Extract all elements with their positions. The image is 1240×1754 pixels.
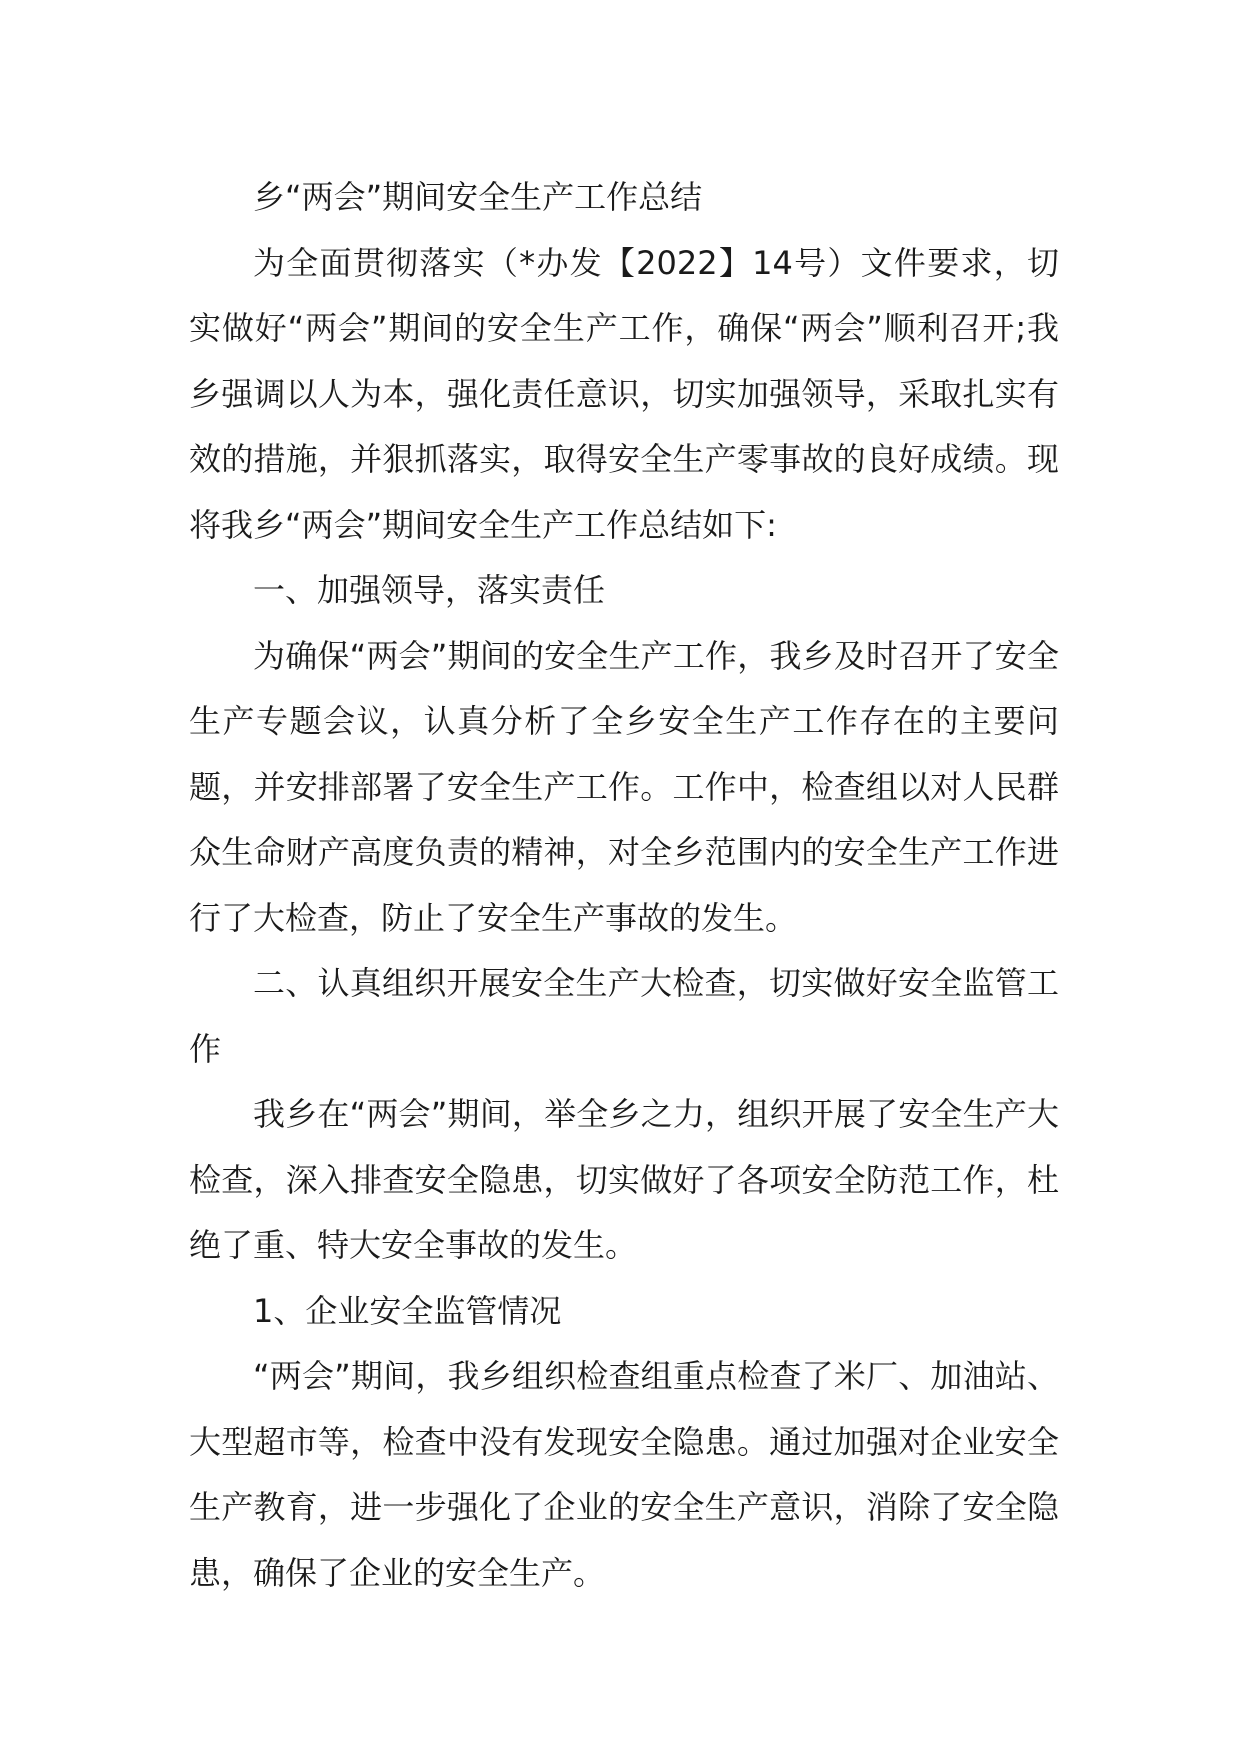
paragraph-subsection-1: “两会”期间，我乡组织检查组重点检查了米厂、加油站、大型超市等，检查中没有发现安全隐患。通过加强对企业安全生产教育，进一步强化了企业的安全生产意识，消除了安全隐患，确保了企业的安全生产。 bbox=[189, 1357, 1059, 1592]
section-heading-1: 一、加强领导，落实责任 bbox=[253, 571, 606, 609]
document-title: 乡“两会”期间安全生产工作总结 bbox=[253, 178, 703, 216]
paragraph-section-2: 我乡在“两会”期间，举全乡之力，组织开展了安全生产大检查，深入排查安全隐患，切实做好了各项安全防范工作，杜绝了重、特大安全事故的发生。 bbox=[189, 1095, 1059, 1264]
paragraph-intro: 为全面贯彻落实（*办发【2022】14号）文件要求，切实做好“两会”期间的安全生产工作，确保“两会”顺利召开;我乡强调以人为本，强化责任意识，切实加强领导，采取扎实有效的措施，并狠抓落实，取得安全生产零事故的良好成绩。现将我乡“两会”期间安全生产工作总结如下: bbox=[189, 243, 1059, 544]
document-body bbox=[189, 165, 1059, 1606]
paragraph-section-1: 为确保“两会”期间的安全生产工作，我乡及时召开了安全生产专题会议，认真分析了全乡安全生产工作存在的主要问题，并安排部署了安全生产工作。工作中，检查组以对人民群众生命财产高度负责的精神，对全乡范围内的安全生产工作进行了大检查，防止了安全生产事故的发生。 bbox=[189, 636, 1059, 937]
subsection-heading-1: 1、企业安全监管情况 bbox=[253, 1291, 562, 1330]
section-heading-2: 二、认真组织开展安全生产大检查，切实做好安全监管工作 bbox=[189, 964, 1059, 1068]
